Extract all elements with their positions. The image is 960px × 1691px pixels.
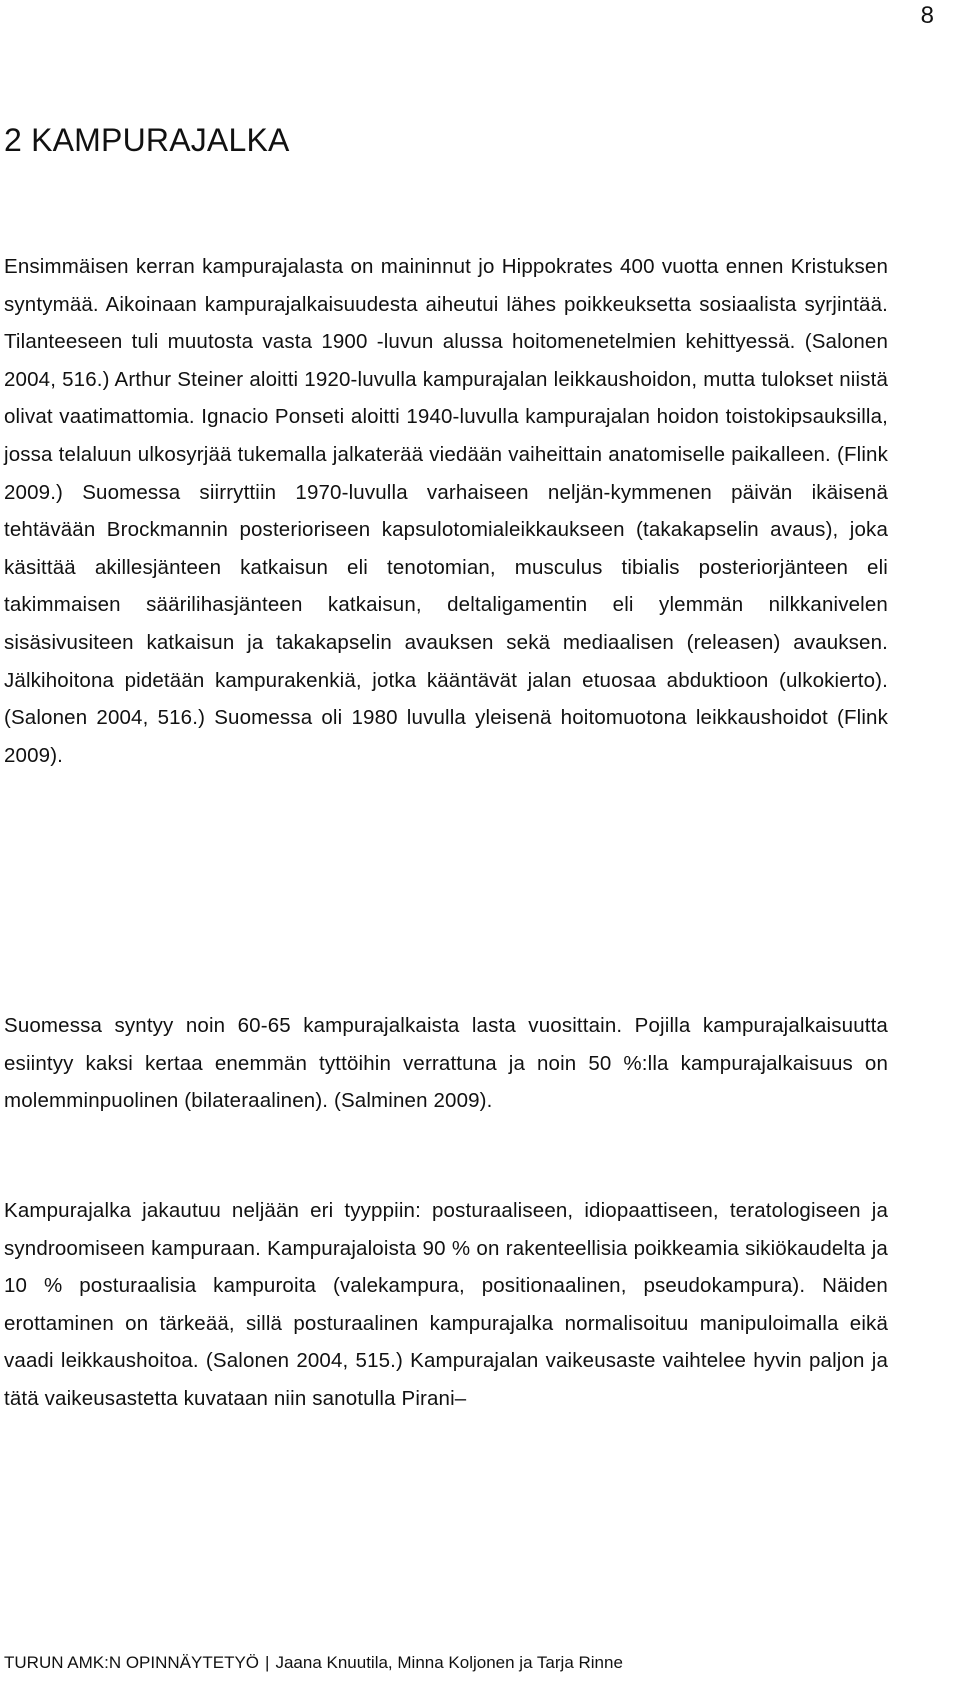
paragraph-history: Ensimmäisen kerran kampurajalasta on maininnut jo Hippokrates 400 vuotta ennen Kristuksen syntymää. Aikoinaan kampurajalkaisuudesta aiheutui lähes poikkeuksetta sosiaalista syrjintää. Tilanteeseen tuli muutosta vasta 1900 -luvun alussa hoitomenetelmien kehittyessä. (Salonen 2004, 516.) Arthur Steiner aloitti 1920-luvulla kampurajalan leikkaushoidon, mutta tulokset niistä olivat vaatimattomia. Ignacio Ponseti aloitti 1940-luvulla kampurajalan hoidon toistokipsauksilla, jossa telaluun ulkosyrjää tukemalla jalkaterää viedään vaiheittain anatomiselle paikalleen. (Flink 2009.) Suomessa siirryttiin 1970-luvulla varhaiseen neljän-kymmenen päivän ikäisenä tehtävään Brockmannin posterioriseen kapsulotomialeikkaukseen (takakapselin avaus), joka käsittää akillesjänteen katkaisun eli tenotomian, musculus tibialis posteriorjänteen eli takimmaisen säärilihasjänteen katkaisun, deltaligamentin eli ylemmän nilkkanivelen sisäsivusiteen katkaisun ja takakapselin avauksen sekä mediaalisen (releasen) avauksen. Jälkihoitona pidetään kampurakenkiä, jotka kääntävät jalan etuosaa abduktioon (ulkokierto). (Salonen 2004, 516.) Suomessa oli 1980 luvulla yleisenä hoitomuotona leikkaushoidot (Flink 2009). (4, 255, 888, 767)
page-footer (4, 1653, 623, 1673)
footer-institution: TURUN AMK:N OPINNÄYTETYÖ (4, 1653, 260, 1672)
page-number: 8 (920, 2, 934, 29)
paragraph-types: Kampurajalka jakautuu neljään eri tyyppiin: posturaaliseen, idiopaattiseen, teratologiseen ja syndroomiseen kampuraan. Kampurajaloista 90 % on rakenteellisia poikkeamia sikiökaudelta ja 10 % posturaalisia kampuroita (valekampura, positionaalinen, pseudokampura). Näiden erottaminen on tärkeää, sillä posturaalinen kampurajalka normalisoituu manipuloimalla eikä vaadi leikkaushoitoa. (Salonen 2004, 515.) Kampurajalan vaikeusaste vaihtelee hyvin paljon ja tätä vaikeusastetta kuvataan niin sanotulla Pirani– (4, 1199, 888, 1410)
footer-authors: Jaana Knuutila, Minna Koljonen ja Tarja Rinne (275, 1653, 623, 1672)
paragraph-incidence: Suomessa syntyy noin 60-65 kampurajalkaista lasta vuosittain. Pojilla kampurajalkaisuutta esiintyy kaksi kertaa enemmän tyttöihin verrattuna ja noin 50 %:lla kampurajalkaisuus on molemminpuolinen (bilateraalinen). (Salminen 2009). (4, 1014, 888, 1113)
chapter-heading: 2 KAMPURAJALKA (4, 122, 290, 158)
footer-separator: | (265, 1653, 270, 1672)
